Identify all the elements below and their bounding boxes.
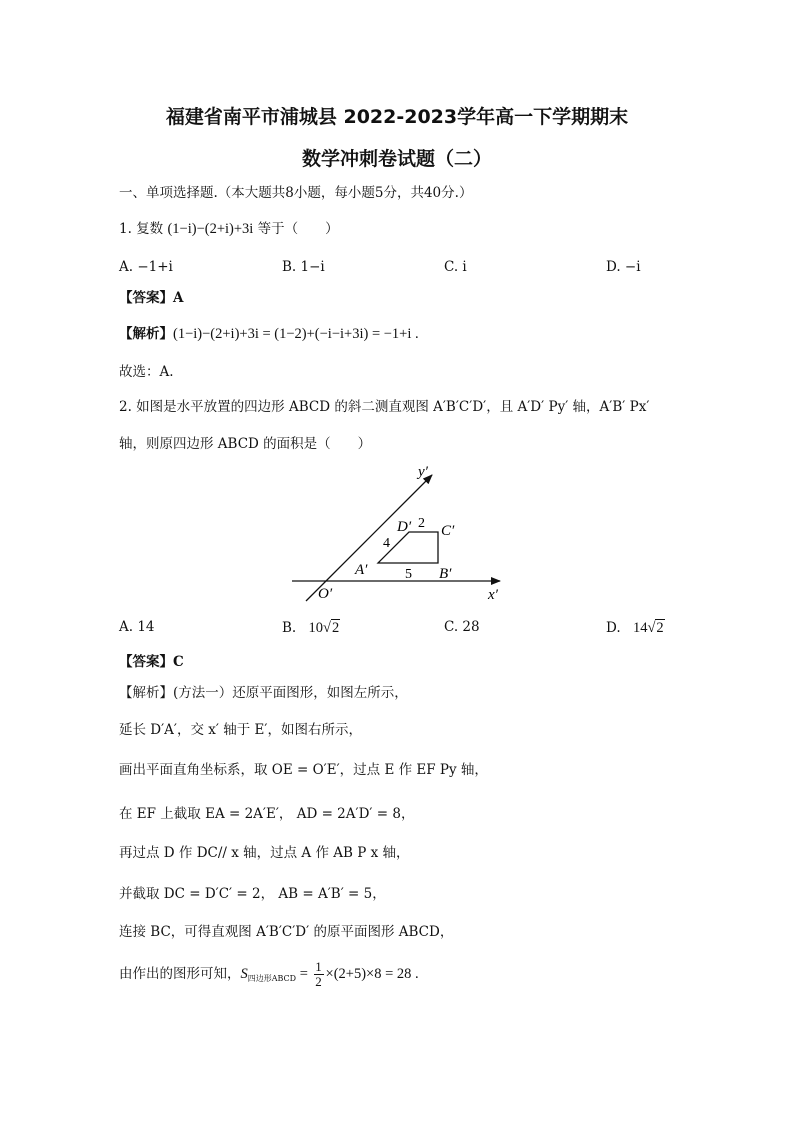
final-rest: ×(2+5)×8 = 28 .: [325, 966, 419, 982]
label-x-prime: x′: [488, 587, 498, 603]
final-equals: =: [296, 966, 312, 982]
question-1-analysis-expression: (1−i)−(2+i)+3i = (1−2)+(−i−i+3i) = −1+i .: [173, 326, 419, 342]
option-d-prefix: D.: [606, 620, 621, 636]
question-2-option-d: [606, 621, 665, 636]
question-2-stem-line2: 轴，则原四边形 ABCD 的面积是（ ）: [119, 436, 372, 452]
question-2-analysis-line7: 连接 BC，可得直观图 A′B′C′D′ 的原平面图形 ABCD，: [119, 924, 454, 940]
option-b-coef: 10: [308, 620, 324, 636]
option-b-radicand: 2: [331, 620, 340, 636]
final-prefix: 由作出的图形可知，: [119, 966, 241, 982]
question-1-prefix: 1. 复数: [119, 221, 164, 237]
question-1-answer: 【答案】A: [119, 290, 184, 306]
document-title-line1: 福建省南平市浦城县 2022-2023学年高一下学期期末: [165, 106, 629, 128]
question-2-analysis-line5: 再过点 D 作 DC// x 轴，过点 A 作 AB P x 轴，: [119, 845, 410, 861]
document-title-line2: 数学冲刺卷试题（二）: [301, 148, 492, 170]
label-o-prime: O′: [318, 586, 333, 602]
option-b-value: 10√2: [308, 620, 340, 636]
option-d-value: 14√2: [632, 620, 664, 636]
question-2-analysis-line2: 延长 D′A′，交 x′ 轴于 E′，如图右所示，: [119, 722, 362, 738]
question-2-option-b: [282, 621, 340, 636]
option-d-coef: 14: [632, 620, 648, 636]
section-heading: 一、单项选择题.（本大题共8小题，每小题5分，共40分.）: [119, 185, 473, 201]
final-fraction: [314, 960, 324, 989]
question-2-analysis-line3: 画出平面直角坐标系，取 OE = O′E′，过点 E 作 EF Py 轴，: [119, 762, 488, 778]
question-2-answer: 【答案】C: [119, 654, 184, 670]
question-1-option-d: D. −i: [606, 259, 641, 275]
label-y-prime: y′: [418, 464, 428, 480]
option-d-radicand: 2: [656, 620, 664, 636]
question-2-option-c: C. 28: [444, 619, 480, 635]
question-2-final-area: [119, 960, 419, 989]
final-s: S: [240, 966, 248, 982]
fraction-denominator: 2: [315, 974, 322, 989]
fraction-numerator: 1: [315, 959, 322, 974]
question-2-stem-line1: 2. 如图是水平放置的四边形 ABCD 的斜二测直观图 A′B′C′D′，且 A′D′ Py′ 轴，A′B′ Px′: [119, 399, 650, 415]
question-1-option-a: A. −1+i: [119, 259, 173, 275]
question-2-analysis-line4: 在 EF 上截取 EA = 2A′E′， AD = 2A′D′ = 8，: [119, 806, 415, 822]
label-a-prime: A′: [355, 562, 368, 578]
question-1-option-b: B. 1−i: [282, 259, 325, 275]
length-ab: 5: [405, 567, 412, 582]
option-b-prefix: B.: [282, 620, 297, 636]
label-d-prime: D′: [397, 519, 412, 535]
question-1-conclusion: 故选：A.: [119, 364, 174, 380]
length-dc: 2: [418, 516, 425, 531]
question-2-analysis-line1: 【解析】(方法一）还原平面图形，如图左所示，: [119, 685, 408, 701]
question-2-analysis-line6: 并截取 DC = D′C′ = 2， AB = A′B′ = 5，: [119, 886, 386, 902]
label-b-prime: B′: [439, 566, 452, 582]
question-1-expression: (1−i)−(2+i)+3i: [167, 221, 254, 237]
label-c-prime: C′: [441, 523, 455, 539]
question-2-option-a: A. 14: [119, 619, 155, 635]
question-1-suffix: 等于（ ）: [257, 221, 339, 237]
y-prime-axis: [306, 475, 432, 601]
question-1-analysis-label: 【解析】: [119, 326, 173, 342]
question-1-option-c: C. i: [444, 259, 467, 275]
final-subscript: 四边形ABCD: [247, 974, 297, 983]
length-ad: 4: [383, 536, 390, 551]
